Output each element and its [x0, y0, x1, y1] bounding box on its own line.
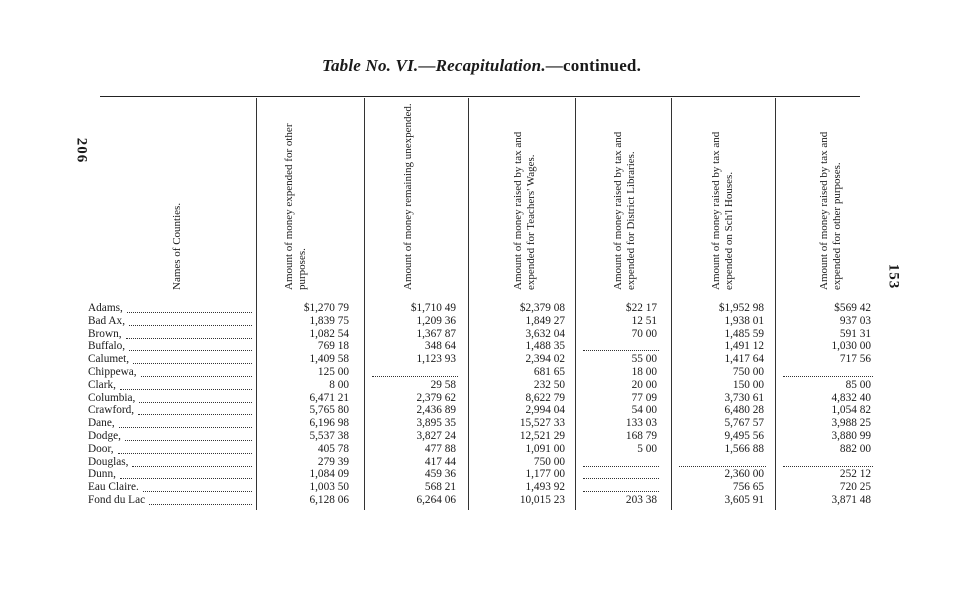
amount-cell: 85 00	[845, 379, 871, 391]
dot-leader	[149, 504, 252, 505]
amount-cell: 8 00	[329, 379, 349, 391]
county-name: Dodge,	[88, 430, 121, 442]
county-name: Buffalo,	[88, 340, 126, 352]
amount-cell: 681 65	[533, 366, 565, 378]
county-name: Calumet,	[88, 353, 130, 365]
amount-cell: 756 65	[732, 481, 764, 493]
amount-cell: 1,054 82	[831, 404, 871, 416]
amount-cell: 12,521 29	[519, 430, 565, 442]
dot-leader	[138, 414, 252, 415]
amount-cell: 1,849 27	[525, 315, 565, 327]
amount-cell: $1,952 98	[718, 302, 764, 314]
amount-cell: 1,084 09	[309, 468, 349, 480]
header-expended-other-purposes: Amount of money expended for other purposes.	[283, 123, 308, 290]
amount-cell: 3,730 61	[724, 392, 764, 404]
dot-leader	[120, 389, 252, 390]
header-top-rule	[100, 96, 860, 97]
dot-leader	[129, 325, 252, 326]
amount-cell: 591 31	[839, 328, 871, 340]
amount-cell: 5 00	[637, 443, 657, 455]
amount-cell: 405 78	[317, 443, 349, 455]
dot-leader	[118, 453, 252, 454]
blank-cell-dots	[583, 491, 659, 492]
amount-cell: 2,394 02	[525, 353, 565, 365]
amount-cell: 417 44	[424, 456, 456, 468]
column-divider	[575, 98, 576, 510]
dot-leader	[141, 376, 252, 377]
right-margin-page-number: 153	[885, 263, 902, 290]
title-main: Table No. VI.	[321, 56, 419, 75]
county-name: Fond du Lac	[88, 494, 146, 506]
amount-cell: 150 00	[732, 379, 764, 391]
blank-cell-dots	[372, 376, 458, 377]
dot-leader	[133, 363, 252, 364]
amount-cell: 1,491 12	[724, 340, 764, 352]
blank-cell-dots	[583, 466, 659, 467]
column-divider	[256, 98, 257, 510]
dot-leader	[119, 427, 252, 428]
amount-cell: 750 00	[732, 366, 764, 378]
county-name: Eau Claire.	[88, 481, 139, 493]
amount-cell: 252 12	[839, 468, 871, 480]
dot-leader	[129, 350, 252, 351]
blank-cell-dots	[679, 466, 766, 467]
amount-cell: 6,480 28	[724, 404, 764, 416]
column-divider	[468, 98, 469, 510]
amount-cell: 1,082 54	[309, 328, 349, 340]
amount-cell: 459 36	[424, 468, 456, 480]
amount-cell: 232 50	[533, 379, 565, 391]
amount-cell: $22 17	[625, 302, 657, 314]
county-name: Door,	[88, 443, 114, 455]
amount-cell: 2,436 89	[416, 404, 456, 416]
amount-cell: 750 00	[533, 456, 565, 468]
blank-cell-dots	[583, 350, 659, 351]
header-names-of-counties: Names of Counties.	[170, 202, 183, 290]
amount-cell: 937 03	[839, 315, 871, 327]
county-name: Chippewa,	[88, 366, 137, 378]
amount-cell: 717 56	[839, 353, 871, 365]
amount-cell: 2,994 04	[525, 404, 565, 416]
amount-cell: 12 51	[631, 315, 657, 327]
amount-cell: 1,417 64	[724, 353, 764, 365]
amount-cell: $2,379 08	[519, 302, 565, 314]
amount-cell: 54 00	[631, 404, 657, 416]
blank-cell-dots	[783, 376, 873, 377]
amount-cell: 1,123 93	[416, 353, 456, 365]
dot-leader	[132, 466, 252, 467]
dot-leader	[143, 491, 252, 492]
amount-cell: 720 25	[839, 481, 871, 493]
title-tail: —continued.	[545, 56, 642, 75]
amount-cell: 1,839 75	[309, 315, 349, 327]
county-name: Bad Ax,	[88, 315, 126, 327]
amount-cell: 882 00	[839, 443, 871, 455]
amount-cell: 568 21	[424, 481, 456, 493]
amount-cell: 279 39	[317, 456, 349, 468]
amount-cell: 1,488 35	[525, 340, 565, 352]
amount-cell: 3,605 91	[724, 494, 764, 506]
amount-cell: 203 38	[625, 494, 657, 506]
dot-leader	[125, 440, 252, 441]
blank-cell-dots	[783, 466, 873, 467]
amount-cell: 6,128 06	[309, 494, 349, 506]
column-divider	[364, 98, 365, 510]
amount-cell: 3,988 25	[831, 417, 871, 429]
header-tax-other-purposes: Amount of money raised by tax and expended for other purposes.	[818, 131, 843, 290]
amount-cell: 1,177 00	[525, 468, 565, 480]
amount-cell: 1,091 00	[525, 443, 565, 455]
amount-cell: 3,871 48	[831, 494, 871, 506]
amount-cell: 3,827 24	[416, 430, 456, 442]
amount-cell: 168 79	[625, 430, 657, 442]
amount-cell: 18 00	[631, 366, 657, 378]
county-name: Crawford,	[88, 404, 135, 416]
amount-cell: 769 18	[317, 340, 349, 352]
header-school-houses: Amount of money raised by tax and expended on Sch'l Houses.	[710, 131, 735, 290]
amount-cell: 133 03	[625, 417, 657, 429]
county-name: Brown,	[88, 328, 122, 340]
amount-cell: 15,527 33	[519, 417, 565, 429]
title-sub: Recapitulation.	[435, 56, 546, 75]
county-name: Dane,	[88, 417, 115, 429]
amount-cell: 2,379 62	[416, 392, 456, 404]
amount-cell: 77 09	[631, 392, 657, 404]
amount-cell: 2,360 00	[724, 468, 764, 480]
column-divider	[671, 98, 672, 510]
blank-cell-dots	[583, 478, 659, 479]
amount-cell: $569 42	[834, 302, 871, 314]
amount-cell: $1,710 49	[410, 302, 456, 314]
amount-cell: 3,880 99	[831, 430, 871, 442]
dot-leader	[126, 338, 252, 339]
amount-cell: $1,270 79	[303, 302, 349, 314]
amount-cell: 29 58	[430, 379, 456, 391]
amount-cell: 70 00	[631, 328, 657, 340]
amount-cell: 1,493 92	[525, 481, 565, 493]
amount-cell: 4,832 40	[831, 392, 871, 404]
amount-cell: 1,367 87	[416, 328, 456, 340]
amount-cell: 6,196 98	[309, 417, 349, 429]
amount-cell: 20 00	[631, 379, 657, 391]
amount-cell: 55 00	[631, 353, 657, 365]
dot-leader	[120, 478, 252, 479]
county-name: Douglas,	[88, 456, 129, 468]
amount-cell: 1,938 01	[724, 315, 764, 327]
amount-cell: 1,566 88	[724, 443, 764, 455]
county-name: Adams,	[88, 302, 123, 314]
column-divider	[775, 98, 776, 510]
amount-cell: 3,895 35	[416, 417, 456, 429]
county-name: Clark,	[88, 379, 116, 391]
amount-cell: 5,767 57	[724, 417, 764, 429]
table-title	[0, 56, 963, 76]
header-district-libraries: Amount of money raised by tax and expended for District Libraries.	[612, 131, 637, 290]
amount-cell: 477 88	[424, 443, 456, 455]
amount-cell: 348 64	[424, 340, 456, 352]
county-name: Columbia,	[88, 392, 136, 404]
amount-cell: 125 00	[317, 366, 349, 378]
title-dash: —	[418, 56, 436, 75]
amount-cell: 5,537 38	[309, 430, 349, 442]
header-remaining-unexpended: Amount of money remaining unexpended.	[401, 103, 414, 290]
dot-leader	[127, 312, 252, 313]
amount-cell: 9,495 56	[724, 430, 764, 442]
amount-cell: 1,209 36	[416, 315, 456, 327]
amount-cell: 1,485 59	[724, 328, 764, 340]
amount-cell: 1,030 00	[831, 340, 871, 352]
amount-cell: 5,765 80	[309, 404, 349, 416]
amount-cell: 10,015 23	[519, 494, 565, 506]
amount-cell: 1,003 50	[309, 481, 349, 493]
amount-cell: 3,632 04	[525, 328, 565, 340]
amount-cell: 6,264 06	[416, 494, 456, 506]
amount-cell: 8,622 79	[525, 392, 565, 404]
amount-cell: 6,471 21	[309, 392, 349, 404]
dot-leader	[139, 402, 252, 403]
left-margin-page-number: 206	[73, 137, 90, 164]
amount-cell: 1,409 58	[309, 353, 349, 365]
county-name: Dunn,	[88, 468, 116, 480]
header-teachers-wages: Amount of money raised by tax and expended for Teachers' Wages.	[512, 131, 537, 290]
